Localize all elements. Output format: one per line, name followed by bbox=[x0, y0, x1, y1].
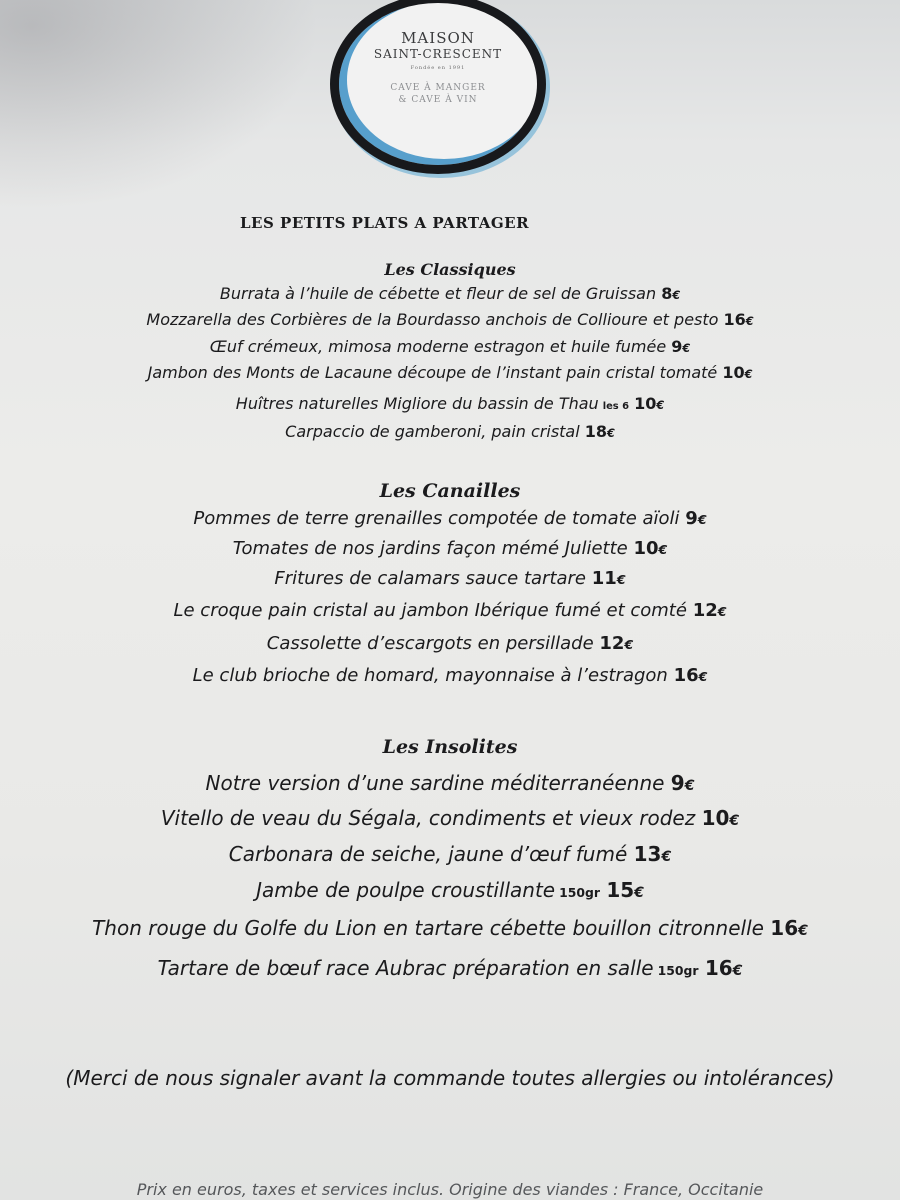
dish-price: 18 bbox=[584, 422, 608, 441]
allergy-note: (Merci de nous signaler avant la commande toutes allergies ou intolérances) bbox=[65, 1066, 835, 1090]
price-footer: Prix en euros, taxes et services inclus. Origine des viandes : France, Occitanie bbox=[136, 1180, 764, 1199]
menu-item bbox=[0, 916, 900, 940]
currency: € bbox=[744, 368, 753, 381]
currency: € bbox=[684, 778, 695, 794]
menu-item bbox=[0, 806, 900, 830]
currency: € bbox=[798, 923, 808, 939]
logo-line-cave-manger: CAVE À MANGER bbox=[390, 83, 486, 93]
dish-name: Notre version d’une sardine méditerranéenne bbox=[205, 771, 665, 795]
menu-item bbox=[0, 538, 900, 559]
dish-quantity: les 6 bbox=[602, 401, 630, 412]
dish-price: 10 bbox=[701, 806, 730, 830]
logo-line-founded: Fondée en 1991 bbox=[410, 65, 466, 71]
dish-name: Carpaccio de gamberoni, pain cristal bbox=[285, 422, 580, 441]
dish-price: 16 bbox=[770, 916, 799, 940]
paper-shadow bbox=[0, 0, 320, 210]
menu-item bbox=[0, 600, 900, 621]
menu-item bbox=[0, 842, 900, 866]
restaurant-logo bbox=[330, 0, 546, 174]
currency: € bbox=[634, 885, 644, 901]
currency: € bbox=[732, 963, 743, 979]
currency: € bbox=[624, 637, 634, 652]
dish-name: Huîtres naturelles Migliore du bassin de Thau bbox=[235, 394, 599, 413]
logo-line-name: SAINT-CRESCENT bbox=[373, 47, 503, 61]
menu-header: LES PETITS PLATS A PARTAGER bbox=[240, 214, 530, 232]
logo-line-cave-vin: & CAVE À VIN bbox=[398, 95, 478, 105]
currency: € bbox=[717, 604, 727, 619]
dish-name: Burrata à l’huile de cébette et fleur de sel de Gruissan bbox=[219, 284, 657, 303]
dish-price: 16 bbox=[673, 665, 699, 686]
dish-name: Pommes de terre grenailles compotée de tomate aïoli bbox=[193, 508, 680, 529]
menu-item bbox=[0, 337, 900, 356]
category-title: Les Classiques bbox=[384, 260, 516, 279]
dish-name: Carbonara de seiche, jaune d’œuf fumé bbox=[228, 842, 628, 866]
menu-item bbox=[0, 394, 900, 413]
dish-price: 15 bbox=[606, 878, 635, 902]
dish-price: 9 bbox=[685, 508, 698, 529]
dish-name: Le croque pain cristal au jambon Ibérique fumé et comté bbox=[173, 600, 687, 621]
logo-line-maison: MAISON bbox=[401, 29, 475, 47]
dish-price: 16 bbox=[723, 310, 746, 329]
dish-price: 8 bbox=[661, 284, 673, 303]
dish-name: Tomates de nos jardins façon mémé Juliette bbox=[232, 538, 628, 559]
currency: € bbox=[698, 669, 708, 684]
dish-price: 12 bbox=[692, 600, 718, 621]
dish-price: 9 bbox=[671, 337, 683, 356]
menu-item bbox=[0, 310, 900, 329]
currency: € bbox=[729, 813, 740, 829]
menu-item bbox=[0, 771, 900, 795]
dish-price: 16 bbox=[704, 956, 733, 980]
category-title: Les Canailles bbox=[379, 480, 521, 502]
dish-name: Vitello de veau du Ségala, condiments et vieux rodez bbox=[160, 806, 696, 830]
currency: € bbox=[682, 342, 691, 355]
currency: € bbox=[658, 542, 668, 557]
dish-quantity: 150gr bbox=[559, 885, 600, 900]
menu-item bbox=[0, 422, 900, 441]
currency: € bbox=[607, 427, 615, 440]
dish-price: 12 bbox=[599, 633, 625, 654]
dish-price: 10 bbox=[633, 538, 659, 559]
dish-name: Jambe de poulpe croustillante bbox=[256, 878, 556, 902]
currency: € bbox=[661, 849, 672, 865]
dish-name: Mozzarella des Corbières de la Bourdasso anchois de Collioure et pesto bbox=[146, 310, 719, 329]
dish-name: Cassolette d’escargots en persillade bbox=[266, 633, 594, 654]
dish-price: 9 bbox=[670, 771, 685, 795]
dish-quantity: 150gr bbox=[657, 963, 699, 978]
dish-name: Fritures de calamars sauce tartare bbox=[274, 568, 587, 589]
currency: € bbox=[745, 315, 754, 328]
dish-name: Thon rouge du Golfe du Lion en tartare cébette bouillon citronnelle bbox=[92, 916, 764, 940]
menu-item bbox=[0, 665, 900, 686]
dish-price: 11 bbox=[591, 568, 617, 589]
menu-item bbox=[0, 956, 900, 980]
dish-name: Œuf crémeux, mimosa moderne estragon et huile fumée bbox=[209, 337, 667, 356]
menu-item bbox=[0, 633, 900, 654]
category-title: Les Insolites bbox=[382, 736, 518, 758]
dish-name: Jambon des Monts de Lacaune découpe de l’instant pain cristal tomaté bbox=[147, 363, 718, 382]
menu-item bbox=[0, 284, 900, 303]
dish-price: 10 bbox=[722, 363, 745, 382]
dish-name: Tartare de bœuf race Aubrac préparation en salle bbox=[157, 956, 654, 980]
dish-name: Le club brioche de homard, mayonnaise à l’estragon bbox=[192, 665, 668, 686]
menu-item bbox=[0, 568, 900, 589]
currency: € bbox=[672, 289, 681, 302]
currency: € bbox=[616, 572, 626, 587]
menu-item bbox=[0, 878, 900, 902]
currency: € bbox=[697, 512, 707, 527]
menu-item bbox=[0, 508, 900, 529]
dish-price: 13 bbox=[633, 842, 662, 866]
currency: € bbox=[656, 399, 665, 412]
dish-price: 10 bbox=[634, 394, 657, 413]
menu-item bbox=[0, 363, 900, 382]
